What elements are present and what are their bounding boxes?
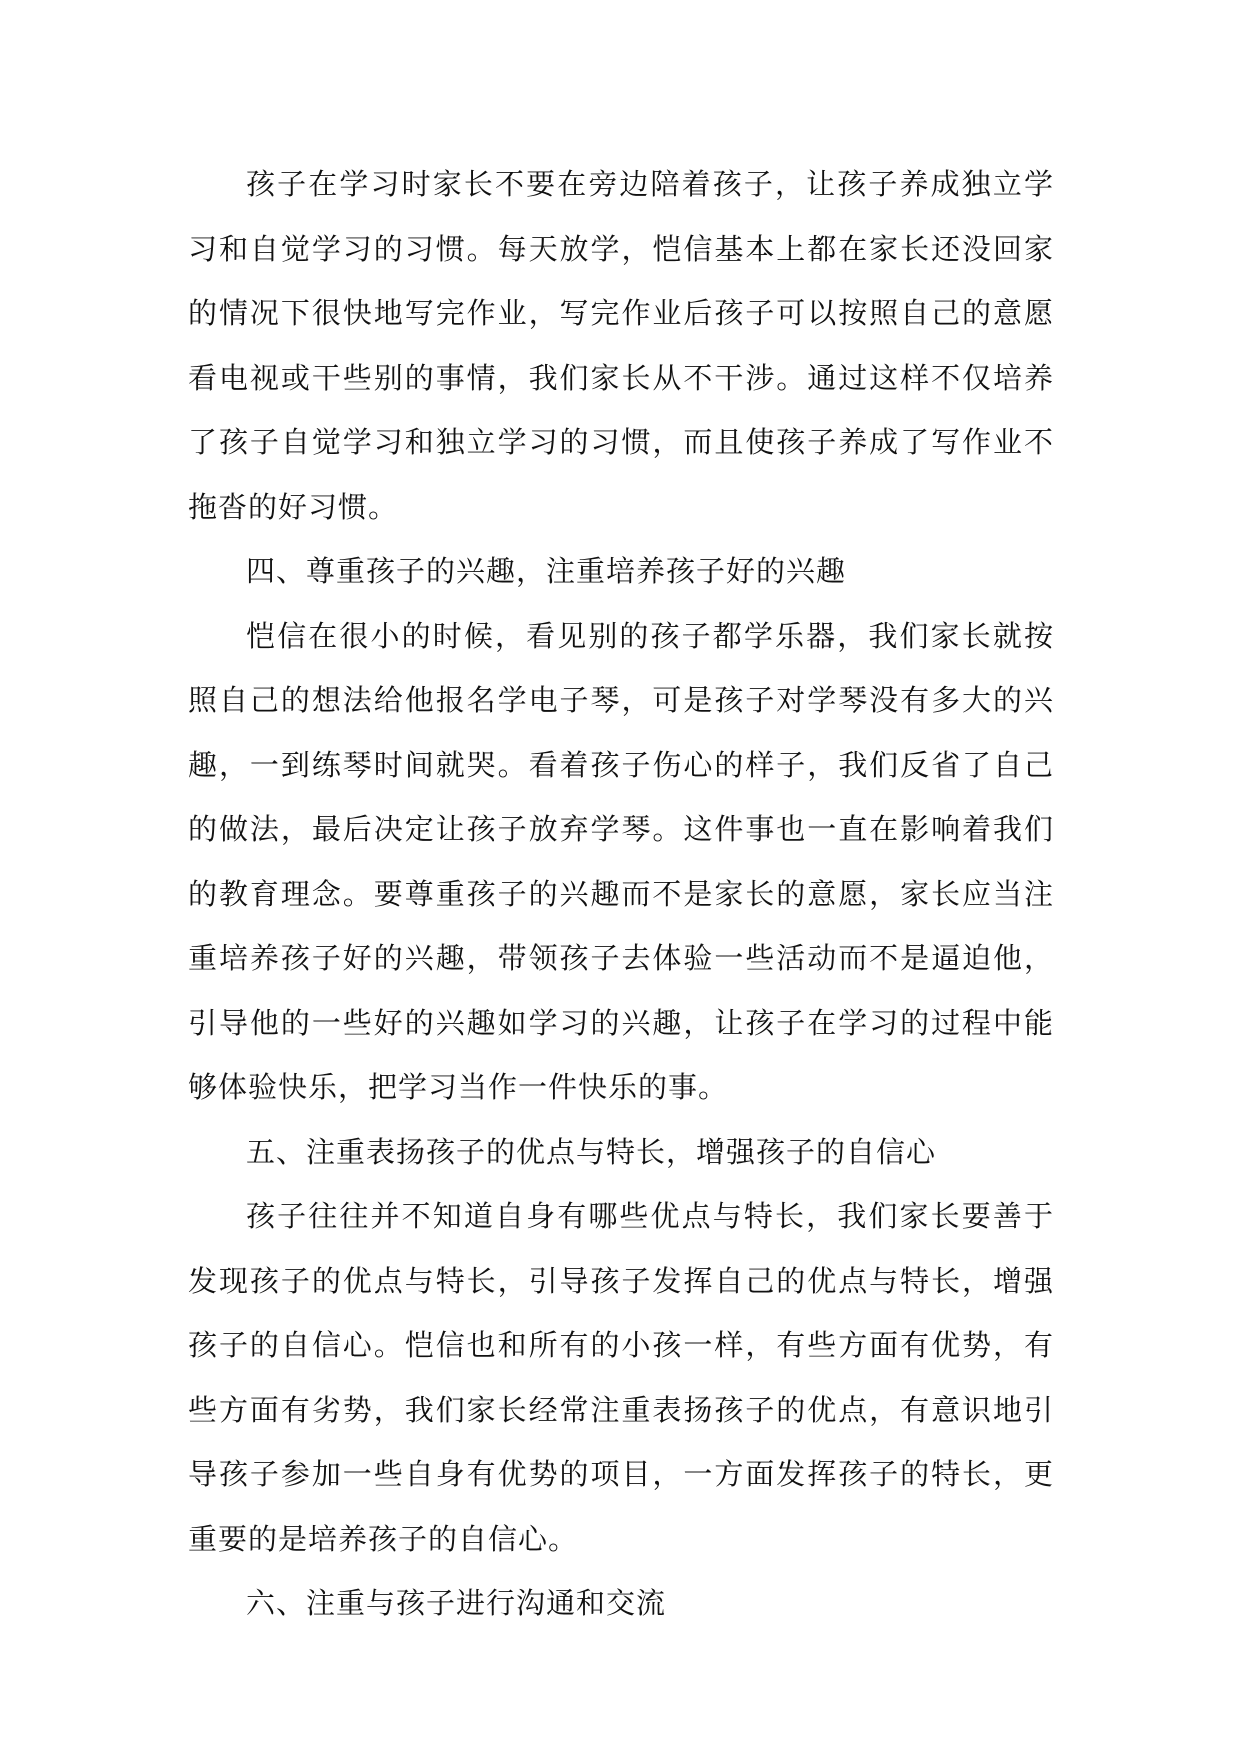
section-heading: 五、注重表扬孩子的优点与特长，增强孩子的自信心 (246, 1134, 937, 1169)
section-heading: 四、尊重孩子的兴趣，注重培养孩子好的兴趣 (246, 554, 847, 588)
body-paragraph: 孩子往往并不知道自身有哪些优点与特长，我们家长要善于发现孩子的优点与特长，引导孩子发挥自己的优点与特长，增强孩子的自信心。恺信也和所有的小孩一样，有些方面有优势，有些方面有劣势，我们家长经常注重表扬孩子的优点，有意识地引导孩子参加一些自身有优势的项目，一方面发挥孩子的特长，更重要的是培养孩子的自信心。 (188, 1199, 1054, 1556)
body-paragraph: 孩子在学习时家长不要在旁边陪着孩子，让孩子养成独立学习和自觉学习的习惯。每天放学，恺信基本上都在家长还没回家的情况下很快地写完作业，写完作业后孩子可以按照自己的意愿看电视或干些别的事情，我们家长从不干涉。通过这样不仅培养了孩子自觉学习和独立学习的习惯，而且使孩子养成了写作业不拖沓的好习惯。 (188, 167, 1054, 524)
section-heading: 六、注重与孩子进行沟通和交流 (246, 1586, 667, 1620)
document-body (188, 152, 1054, 1636)
body-paragraph: 恺信在很小的时候，看见别的孩子都学乐器，我们家长就按照自己的想法给他报名学电子琴，可是孩子对学琴没有多大的兴趣，一到练琴时间就哭。看着孩子伤心的样子，我们反省了自己的做法，最后决定让孩子放弃学琴。这件事也一直在影响着我们的教育理念。要尊重孩子的兴趣而不是家长的意愿，家长应当注重培养孩子好的兴趣，带领孩子去体验一些活动而不是逼迫他，引导他的一些好的兴趣如学习的兴趣，让孩子在学习的过程中能够体验快乐，把学习当作一件快乐的事。 (188, 618, 1054, 1104)
